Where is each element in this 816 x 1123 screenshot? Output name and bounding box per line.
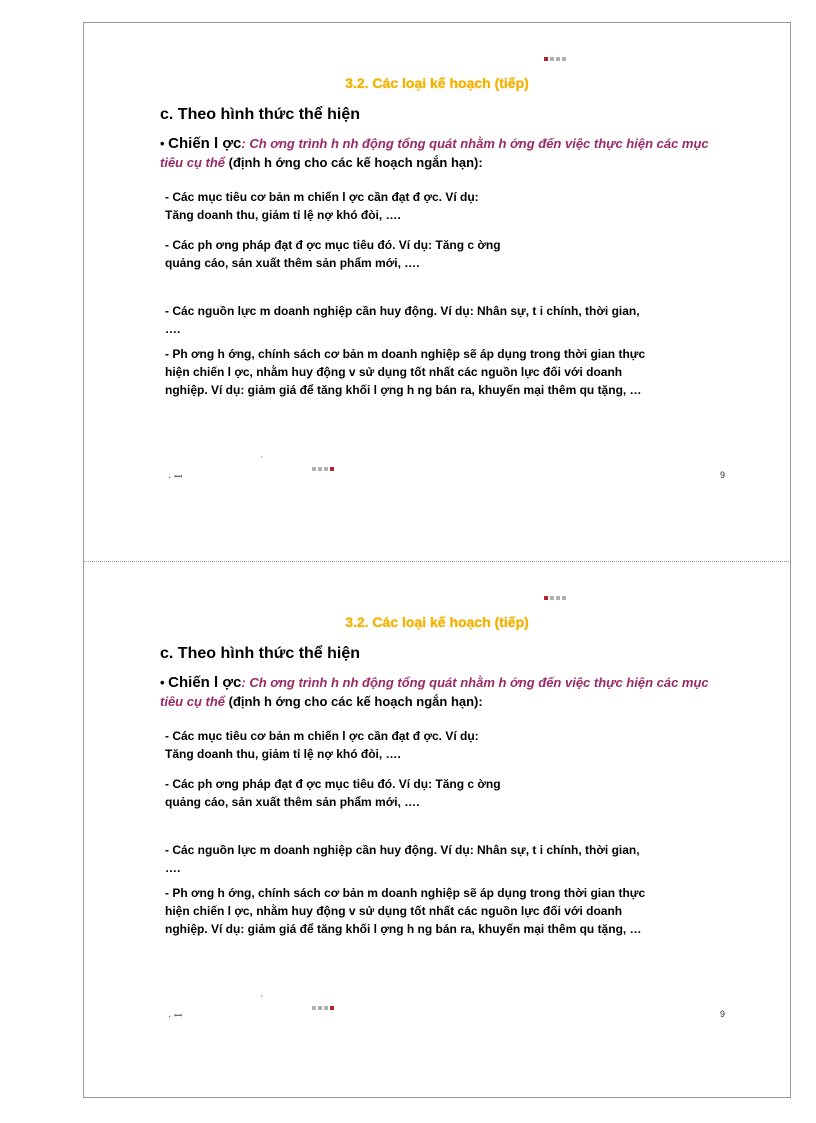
- strategy-term: Chiến l ợc: [168, 135, 242, 152]
- strategy-note: (định h ớng cho các kế hoạch ngắn hạn):: [225, 155, 483, 170]
- section-heading: c. Theo hình thức thể hiện: [160, 106, 361, 123]
- bullet-marker: •: [160, 675, 169, 690]
- term-colon: :: [241, 136, 250, 151]
- decoration-squares-top: [544, 57, 566, 61]
- decoration-squares-bottom: [312, 467, 334, 471]
- strategy-bullet: [160, 134, 720, 172]
- strategy-bullet: [160, 673, 720, 711]
- list-item: - Ph ơng h ớng, chính sách cơ bản m doanh nghiệp sẽ áp dụng trong thời gian thực hiện chiến l ợc, nhằm huy động v sử dụng tốt nhất các nguồn lực đối với doanh nghiệp. Ví dụ: giảm giá để tăng khối l ợng h ng bán ra, khuyến mại thêm qu tặng, …: [165, 347, 646, 397]
- strategy-definition: Ch ơng trình h nh động tổng quát nhằm h ớng đến việc thực hiện các mục tiêu cụ thể: [160, 675, 709, 709]
- term-colon: :: [241, 675, 250, 690]
- footer-mark: · ꟷ: [168, 472, 183, 483]
- list-item: - Các ph ơng pháp đạt đ ợc mục tiêu đó. Ví dụ: Tăng c ờng quảng cáo, sản xuất thêm sản phẩm mới, ….: [165, 777, 501, 809]
- list-item: - Các ph ơng pháp đạt đ ợc mục tiêu đó. Ví dụ: Tăng c ờng quảng cáo, sản xuất thêm sản phẩm mới, ….: [165, 238, 501, 270]
- list-item: - Các mục tiêu cơ bản m chiến l ợc cần đạt đ ợc. Ví dụ: Tăng doanh thu, giảm tỉ lệ nợ khó đòi, ….: [165, 729, 479, 761]
- strategy-definition: Ch ơng trình h nh động tổng quát nhằm h ớng đến việc thực hiện các mục tiêu cụ thể: [160, 136, 709, 170]
- slide-title: 3.2. Các loại kế hoạch (tiếp): [345, 75, 529, 91]
- section-heading: c. Theo hình thức thể hiện: [160, 645, 361, 662]
- list-item: - Các nguồn lực m doanh nghiệp cần huy động. Ví dụ: Nhân sự, t i chính, thời gian, ….: [165, 843, 640, 875]
- slide-title: 3.2. Các loại kế hoạch (tiếp): [345, 614, 529, 630]
- slide-1: [84, 23, 790, 559]
- decoration-squares-top: [544, 596, 566, 600]
- strategy-note: (định h ớng cho các kế hoạch ngắn hạn):: [225, 694, 483, 709]
- footer-tick: ˊ: [260, 994, 263, 1004]
- list-item: - Các nguồn lực m doanh nghiệp cần huy động. Ví dụ: Nhân sự, t i chính, thời gian, ….: [165, 304, 640, 336]
- list-item: - Ph ơng h ớng, chính sách cơ bản m doanh nghiệp sẽ áp dụng trong thời gian thực hiện chiến l ợc, nhằm huy động v sử dụng tốt nhất các nguồn lực đối với doanh nghiệp. Ví dụ: giảm giá để tăng khối l ợng h ng bán ra, khuyến mại thêm qu tặng, …: [165, 886, 646, 936]
- page-number: 9: [720, 1009, 726, 1019]
- slide-2: [84, 562, 790, 1098]
- list-item: - Các mục tiêu cơ bản m chiến l ợc cần đạt đ ợc. Ví dụ: Tăng doanh thu, giảm tỉ lệ nợ khó đòi, ….: [165, 190, 479, 222]
- page-number: 9: [720, 470, 726, 480]
- decoration-squares-bottom: [312, 1006, 334, 1010]
- strategy-term: Chiến l ợc: [168, 674, 242, 691]
- footer-tick: ˊ: [260, 455, 263, 465]
- bullet-marker: •: [160, 136, 169, 151]
- footer-mark: · ꟷ: [168, 1011, 183, 1022]
